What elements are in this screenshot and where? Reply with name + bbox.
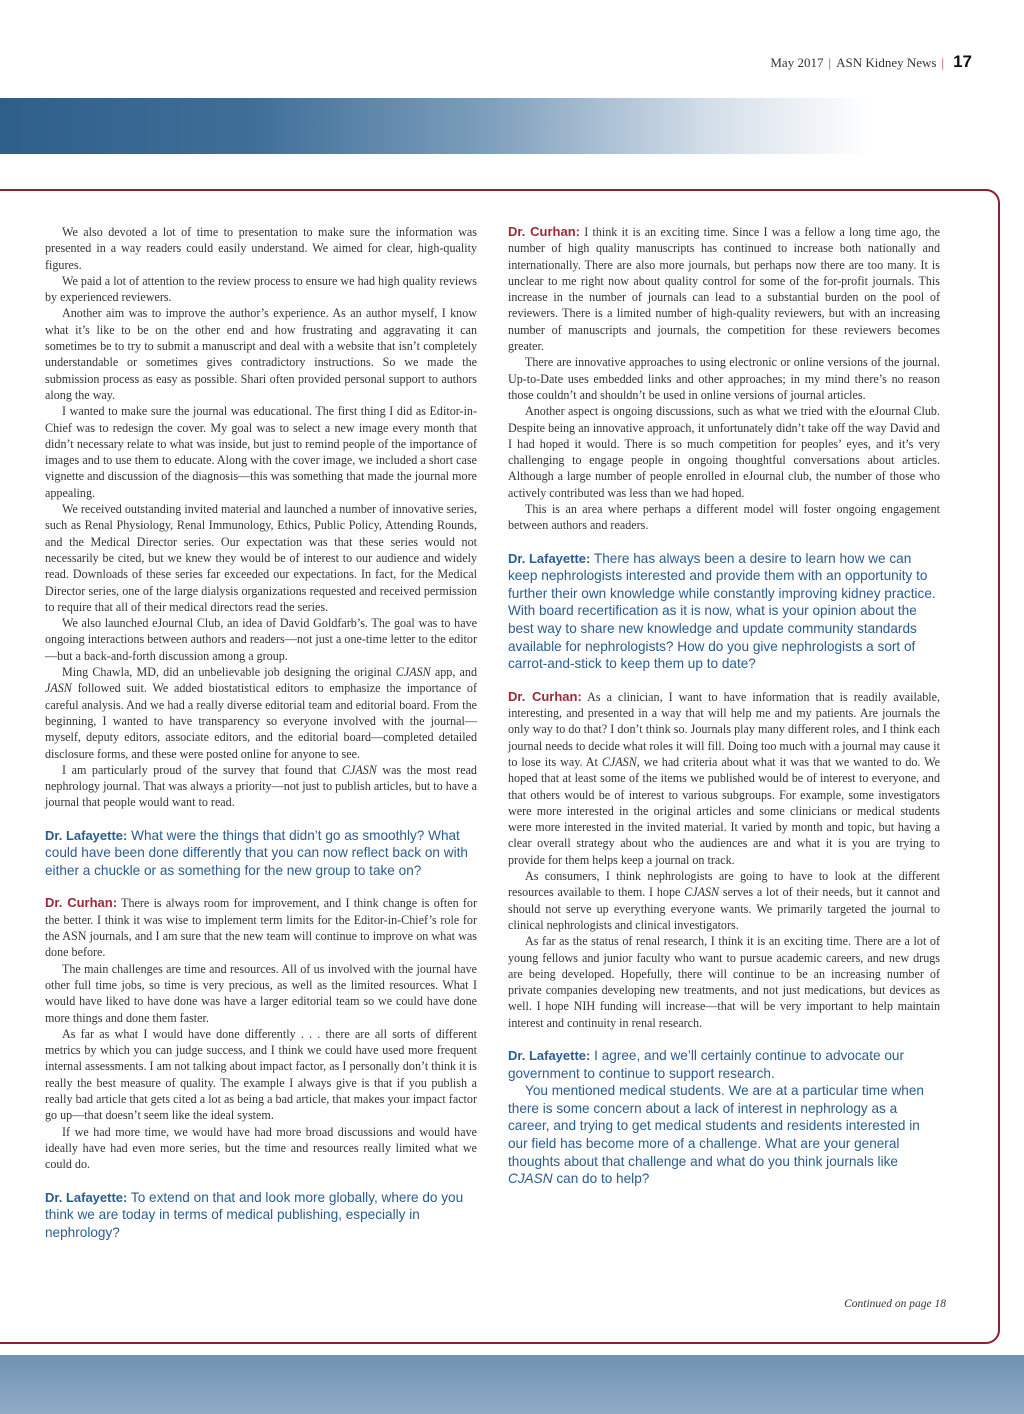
paragraph: There are innovative approaches to using electronic or online versions of the journal. Up-to-Date uses embedded links and other approaches; in my mind there’s no reason those couldn’t and shouldn’t be used in online versions of journal articles. bbox=[508, 355, 940, 402]
paragraph: We paid a lot of attention to the review process to ensure we had high quality reviews by experienced reviewers. bbox=[45, 273, 477, 305]
paragraph: We received outstanding invited material and launched a number of innovative series, such as Renal Physiology, Renal Immunology, Ethics, Public Policy, Attending Rounds, and the Medical Director series. Our expectation was that these series would not necessarily be cited, but we knew they would be of interest to our audience and widely read. Downloads of these series far exceeded our expectations. In fact, for the Medical Director series, one of the large dialysis organizations requested and received permission to require that all of their medical directors read the series. bbox=[45, 502, 477, 614]
paragraph: This is an area where perhaps a different model will foster ongoing engagement between authors and readers. bbox=[508, 502, 940, 533]
speaker-label: Dr. Lafayette: bbox=[508, 550, 591, 566]
paragraph: I wanted to make sure the journal was educational. The first thing I did as Editor-in-Chief was to redesign the cover. My goal was to select a new image every month that didn’t necessary relate to what was inside, but just to remind people of the importance of images and to use them to educate. Along with the cover image, we included a short case vignette and discussion of the diagnosis—this was something that made the journal more appealing. bbox=[45, 404, 477, 500]
paragraph: I am particularly proud of the survey that found that CJASN was the most read nephrology journal. That was always a priority—not just to publish articles, but to have a journal that people would want to read. bbox=[45, 762, 477, 810]
page-header: May 2017 | ASN Kidney News | 17 bbox=[770, 52, 972, 71]
interviewer-question: Dr. Lafayette: To extend on that and look more globally, where do you think we are today in terms of medical publishing, especially in nephrology? bbox=[45, 1189, 464, 1240]
paragraph: Another aim was to improve the author’s experience. As an author myself, I know what it’s like to be on the other end and how frustrating and aggravating it can sometimes be to try to submit a manuscript and deal with a website that isn’t completely understandable or sometimes gives contradictory instructions. So we made the submission process as easy as possible. Shari often provided personal support to authors along the way. bbox=[45, 306, 477, 402]
answer-paragraph: Dr. Curhan: There is always room for improvement, and I think change is often for the better. I think it was wise to implement term limits for the Editor-in-Chief’s role for the ASN journals, and I am sure that the new team will continue to improve on what was done before. bbox=[45, 895, 477, 960]
paragraph: Another aspect is ongoing discussions, such as what we tried with the eJournal Club. Despite being an innovative approach, it unfortunately didn’t take off the way David and I had hoped it would. There is so much competition for peoples’ eyes, and it’s very challenging to engage people in ongoing thoughtful conversations about articles. Although a large number of people enrolled in eJournal club, the number of those who actively contributed was less than we had hoped. bbox=[508, 404, 940, 500]
paragraph: The main challenges are time and resources. All of us involved with the journal have other full time jobs, so time is very precious, as well as the limited resources. What I would have liked to have done was have a larger editorial team so we could have done more things and done them faster. bbox=[45, 961, 477, 1025]
paragraph: As far as what I would have done differently . . . there are all sorts of different metrics by which you can judge success, and I think we could have used more frequent internal assessments. I am not talking about impact factor, as I personally don’t think it is really the best measure of quality. The example I always give is that if you publish a really bad article that gets cited a lot as being a bad article, that makes your impact factor go up—that doesn’t seem like the ideal system. bbox=[45, 1026, 477, 1123]
speaker-label: Dr. Lafayette: bbox=[45, 1189, 128, 1205]
left-column bbox=[45, 224, 477, 1241]
speaker-label: Dr. Lafayette: bbox=[45, 827, 128, 843]
paragraph: As consumers, I think nephrologists are going to have to look at the different resources available to them. I hope CJASN serves a lot of their needs, but it cannot and should not serve up everything everyone wants. We primarily targeted the journal to clinical nephrologists and clinical investigators. bbox=[508, 869, 940, 932]
speaker-label: Dr. Lafayette: bbox=[508, 1048, 591, 1064]
paragraph: We also launched eJournal Club, an idea of David Goldfarb’s. The goal was to have ongoing interactions between authors and readers—not just a one-time letter to the editor—but a back-and-forth discussion among a group. bbox=[45, 616, 477, 663]
interviewer-question: Dr. Lafayette: What were the things that didn’t go as smoothly? What could have been done differently that you can now reflect back on with either a chuckle or as something for the new group to take on? bbox=[45, 827, 468, 878]
paragraph: Ming Chawla, MD, did an unbelievable job designing the original CJASN app, and JASN followed suit. We added biostatistical editors to emphasize the importance of careful analysis. And we had a really diverse editorial team and editorial board. From the beginning, I wanted to have transparency so everyone involved with the journal—myself, deputy editors, associate editors, and the editorial board—completed detailed disclosure forms, and these were posted online for anyone to see. bbox=[45, 665, 477, 761]
interviewer-question: Dr. Lafayette: I agree, and we’ll certainly continue to advocate our government to continue to support research. You mentioned medical students. We are at a particular time when there is some concern about a lack of interest in nephrology as a career, and trying to get medical students and residents interested in our field has become more of a challenge. What are your general thoughts about that challenge and what do you think journals like CJASN can do to help? bbox=[508, 1048, 924, 1187]
paragraph: If we had more time, we would have had more broad discussions and would have ideally have had even more series, but the time and resources really limited what we could do. bbox=[45, 1124, 477, 1172]
paragraph: As far as the status of renal research, I think it is an exciting time. There are a lot of young fellows and junior faculty who want to pursue academic careers, and new drugs are being developed. Hopefully, there will continue to be an increasing number of private companies developing new treatments, and not just medications, but devices as well. I hope NIH funding will increase—that will be very important to help maintain interest and continuity in renal research. bbox=[508, 934, 940, 1030]
paragraph: We also devoted a lot of time to presentation to make sure the information was presented in a way readers could easily understand. We aimed for clear, high-quality figures. bbox=[45, 225, 477, 272]
header-gradient-band bbox=[0, 98, 1024, 154]
footer-band bbox=[0, 1355, 1024, 1414]
right-column bbox=[508, 224, 940, 1188]
page-number: 17 bbox=[953, 52, 972, 71]
answer-paragraph: Dr. Curhan: I think it is an exciting time. Since I was a fellow a long time ago, the number of high quality manuscripts has continued to increase both nationally and internationally. There are also more journals, but perhaps now there are too many. It is unclear to me right now about quality control for some of the for-profit journals. This increase in the number of journals can lead to a substantial burden on the pool of reviewers. There is a limited number of high-quality reviewers, but with an increasing number of manuscripts and journals, the competition for these reviewers becomes greater. bbox=[508, 224, 940, 354]
publication-name: ASN Kidney News bbox=[836, 55, 937, 70]
continued-note: Continued on page 18 bbox=[844, 1298, 946, 1310]
speaker-label: Dr. Curhan: bbox=[508, 224, 580, 239]
interviewer-question: Dr. Lafayette: There has always been a desire to learn how we can keep nephrologists interested and provide them with an opportunity to further their own knowledge while constantly improving kidney practice. With board recertification as it is now, what is your opinion about the best way to share new knowledge and update community standards available for nephrologists? How do you give nephrologists a sort of carrot-and-stick to keep them up to date? bbox=[508, 550, 936, 672]
issue-date: May 2017 bbox=[770, 55, 824, 70]
speaker-label: Dr. Curhan: bbox=[45, 895, 118, 911]
answer-paragraph: Dr. Curhan: As a clinician, I want to have information that is readily available, interesting, and presented in a way that will help me and my patients. Are journals the only way to do that? I don’t think so. Journals play many different roles, and I think each journal needs to decide what roles it will fill. Doing too much with a journal may cause it to lose its way. At CJASN, we had criteria about what it was that we wanted to do. We hoped that at least some of the items we published would be of interest to everyone, and that others would be of interest to various subgroups. For example, some investigators were more interested in the original articles and some clinicians or medical students were more interested in the invited material. It varied by month and topic, but having a clear overall strategy about who the audiences are and what it is you are trying to provide for them helps keep a journal on track. bbox=[508, 688, 940, 867]
speaker-label: Dr. Curhan: bbox=[508, 688, 582, 704]
